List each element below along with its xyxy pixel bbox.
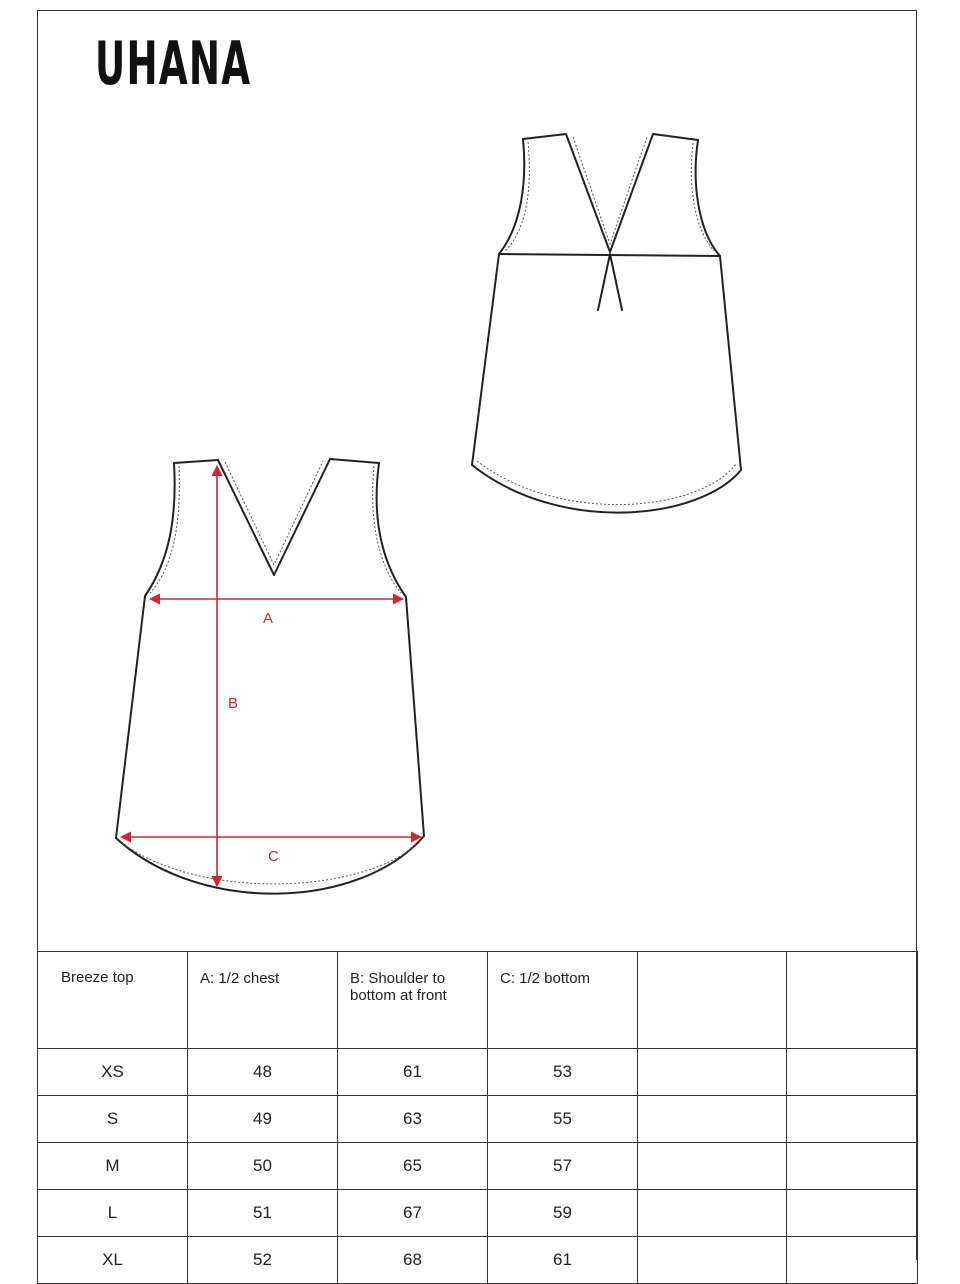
table-row [38, 1096, 918, 1143]
length-cell: 68 [338, 1237, 488, 1284]
bottom-cell: 61 [488, 1237, 638, 1284]
empty-cell [787, 1237, 918, 1284]
measure-label-c: C [268, 848, 279, 865]
length-cell: 63 [338, 1096, 488, 1143]
length-cell: 61 [338, 1049, 488, 1096]
bottom-cell: 55 [488, 1096, 638, 1143]
size-cell: XS [38, 1049, 188, 1096]
length-cell: 65 [338, 1143, 488, 1190]
header-cell-chest: A: 1/2 chest [188, 952, 338, 1049]
empty-cell [638, 1190, 787, 1237]
header-cell-empty [787, 952, 918, 1049]
back-view-neck-stitch [573, 137, 647, 244]
size-cell: XL [38, 1237, 188, 1284]
header-cell-product: Breeze top [38, 952, 188, 1049]
size-table [37, 951, 918, 1284]
empty-cell [638, 1096, 787, 1143]
size-cell: M [38, 1143, 188, 1190]
bottom-cell: 57 [488, 1143, 638, 1190]
back-view-drawing [472, 134, 741, 513]
bottom-cell: 59 [488, 1190, 638, 1237]
table-row [38, 1190, 918, 1237]
chest-cell: 50 [188, 1143, 338, 1190]
size-cell: L [38, 1190, 188, 1237]
chest-cell: 48 [188, 1049, 338, 1096]
front-view-outline [116, 459, 424, 894]
chest-cell: 51 [188, 1190, 338, 1237]
table-row [38, 1143, 918, 1190]
front-view-neck-stitch [225, 461, 323, 565]
empty-cell [787, 1096, 918, 1143]
back-view-outline [472, 134, 741, 513]
empty-cell [787, 1049, 918, 1096]
size-cell: S [38, 1096, 188, 1143]
back-view-pleat [598, 254, 622, 310]
header-cell-empty [638, 952, 787, 1049]
empty-cell [787, 1143, 918, 1190]
measure-label-b: B [228, 695, 239, 712]
table-header-row [38, 952, 918, 1049]
back-view-armhole-stitch-right [691, 143, 714, 251]
length-cell: 67 [338, 1190, 488, 1237]
empty-cell [638, 1049, 787, 1096]
brand-logo: UHANA [95, 29, 252, 99]
chest-cell: 52 [188, 1237, 338, 1284]
header-cell-length: B: Shoulder to bottom at front [338, 952, 488, 1049]
empty-cell [787, 1190, 918, 1237]
table-row [38, 1049, 918, 1096]
chest-cell: 49 [188, 1096, 338, 1143]
table-row [38, 1237, 918, 1284]
empty-cell [638, 1143, 787, 1190]
front-view-drawing [116, 459, 424, 894]
bottom-cell: 53 [488, 1049, 638, 1096]
empty-cell [638, 1237, 787, 1284]
header-cell-bottom: C: 1/2 bottom [488, 952, 638, 1049]
back-view-armhole-stitch-left [505, 142, 529, 251]
measure-label-a: A [263, 610, 274, 627]
